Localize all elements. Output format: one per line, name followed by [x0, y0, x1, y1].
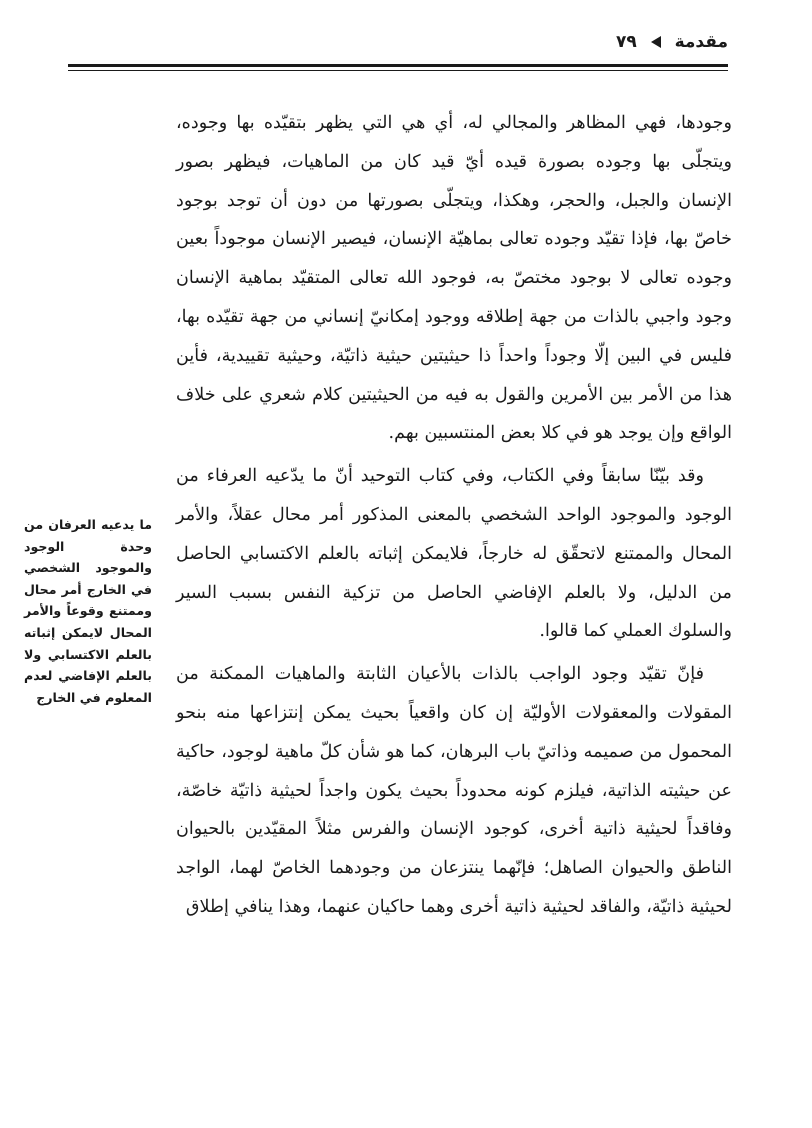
paragraph-2: وقد بيّنّا سابقاً وفي الكتاب، وفي كتاب التوحيد أنّ ما يدّعيه العرفاء من الوجود والموجود الواحد الشخصي بالمعنى المذكور أمر محال عقلاً، والأمر المحال والممتنع لاتحقّق له خارجاً، فلايمكن إثباته بالعلم الاكتسابي الحاصل من الدليل، ولا بالعلم الإفاضي الحاصل من تزكية النفس بسبب السير والسلوك العملي كما قالوا.	[176, 466, 732, 642]
margin-note: ما يدعيه العرفان من وحدة الوجود والموجود الشخصي في الخارج أمر محال وممتنع وقوعاً والأمر المحال لايمكن إثباته بالعلم الاكتسابي ولا بالعلم الإفاضي لعدم المعلوم في الخارج	[24, 517, 152, 705]
main-text	[176, 104, 732, 927]
running-header	[68, 26, 728, 66]
header-title-block	[616, 32, 728, 52]
paragraph-3: فإنّ تقيّد وجود الواجب بالذات بالأعيان الثابتة والماهيات الممكنة من المقولات والمعقولات الأوليّة إن كان واقعياً بحيث يمكن إنتزاعها منه بنحو المحمول من صميمه وذاتيّ باب البرهان، كما هو شأن كلّ ماهية لوجود، حاكية عن حيثيته الذاتية، فيلزم كونه محدوداً بحيث يكون واجداً لحيثية ذاتيّة خاصّة، وفاقداً لحيثية ذاتية أخرى، كوجود الإنسان والفرس مثلاً المقيّدين بالحيوان الناطق والحيوان الصاهل؛ فإنّهما ينتزعان من وجودهما الخاصّ لهما، الواجد لحيثية ذاتيّة، والفاقد لحيثية ذاتية أخرى وهما حاكيان عنهما، وهذا ينافي إطلاق	[176, 664, 732, 917]
page-number: ٧٩	[615, 32, 637, 52]
header-rule-thin	[68, 70, 728, 71]
paragraph-1: وجودها، فهي المظاهر والمجالي له، أي هي التي يظهر بتقيّده بها وجوده، ويتجلّى بها وجوده بصورة قيده أيّ قيد كان من الماهيات، فيظهر بصور الإنسان والجبل، والحجر، وهكذا، ويتجلّى بصورتها من دون أن توجد بوجود خاصّ بها، فإذا تقيّد وجوده تعالى بماهيّة الإنسان، فيصير الإنسان موجوداً بعين وجوده تعالى لا بوجود مختصّ به، فوجود الله تعالى المتقيّد بماهية الإنسان وجود واجبي بالذات من جهة إطلاقه ووجود إمكانيّ إنساني من جهة تقيّده بها، فليس في البين إلّا وجوداً واحداً ذا حيثيتين حيثية ذاتيّة، وحيثية تقييدية، فأين هذا من الأمر بين الأمرين والقول به فيه من الحيثيتين كلام شعري على خلاف الواقع وإن يوجد هو في كلا بعض المنتسبين بهم.	[176, 113, 732, 444]
header-rule-thick	[68, 64, 728, 67]
left-arrow-icon	[651, 36, 661, 48]
chapter-title: مقدمة	[674, 32, 728, 52]
